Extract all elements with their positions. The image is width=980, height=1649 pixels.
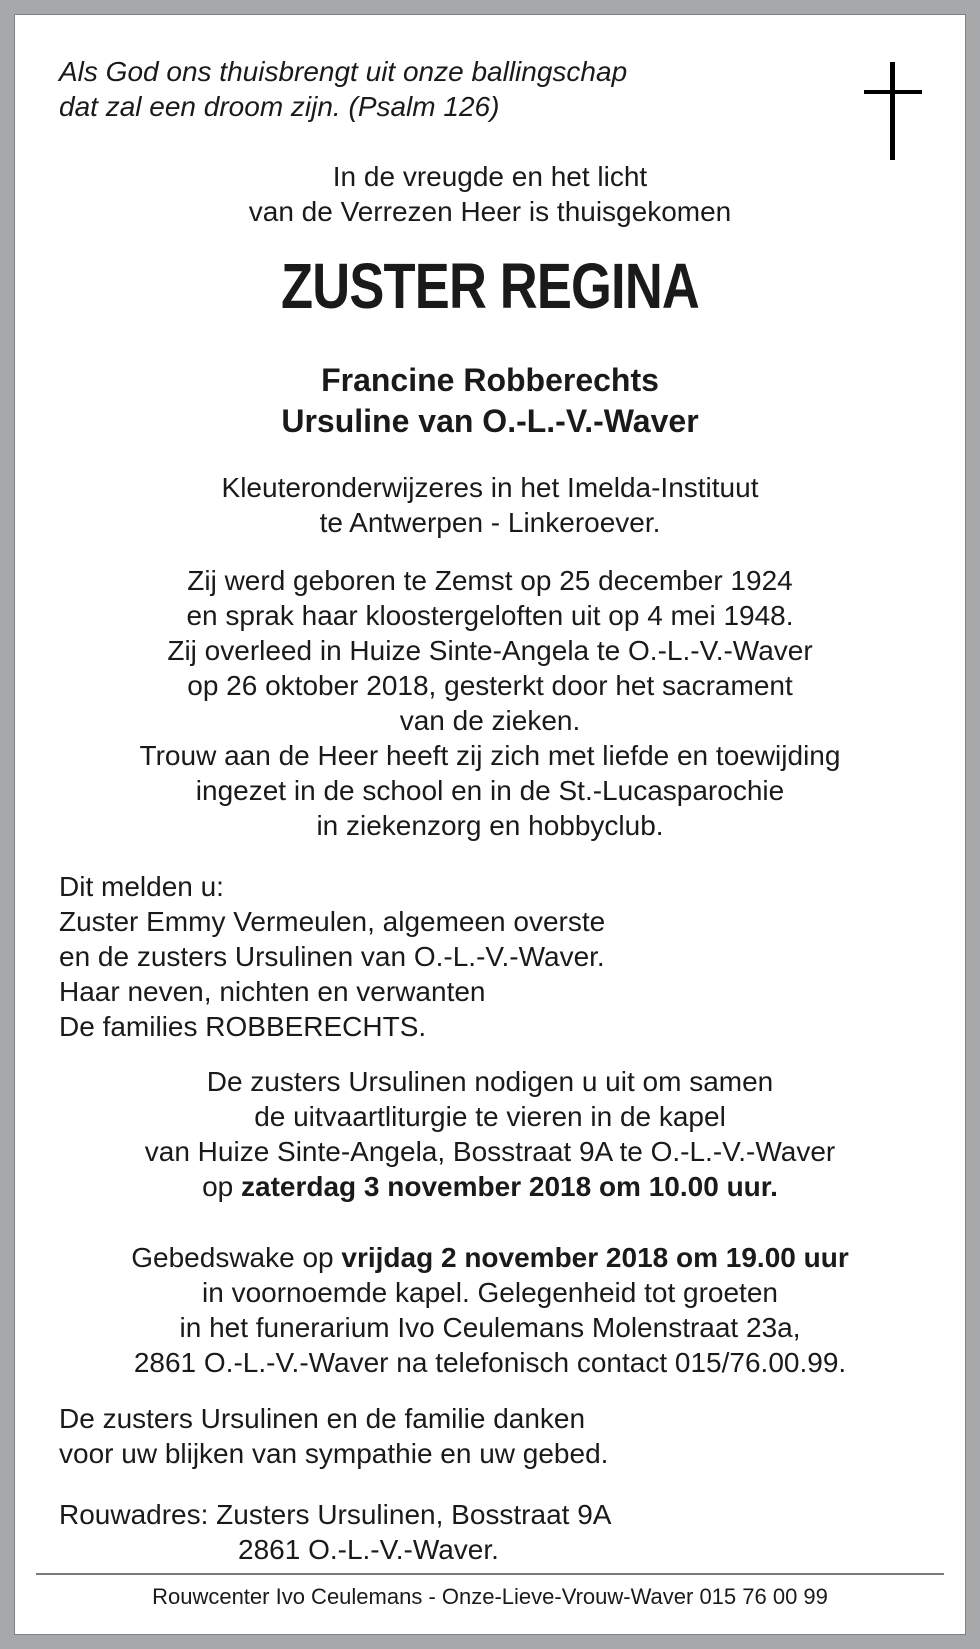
thanks-line-1: De zusters Ursulinen en de familie danken: [59, 1403, 586, 1434]
profession-line-2: te Antwerpen - Linkeroever.: [319, 507, 661, 538]
bio-line: Zij werd geboren te Zemst op 25 december 1924: [187, 565, 793, 596]
thanks-line-2: voor uw blijken van sympathie en uw gebed.: [59, 1438, 609, 1469]
bio-line: Trouw aan de Heer heeft zij zich met liefde en toewijding: [139, 740, 841, 771]
announcer-line: De families ROBBERECHTS.: [59, 1011, 427, 1042]
profession-line-1: Kleuteronderwijzeres in het Imelda-Instituut: [221, 472, 759, 503]
announcer-line: Dit melden u:: [59, 871, 224, 902]
funeral-date-line: [0, 1169, 980, 1205]
vigil-date-line: [0, 1240, 980, 1276]
vigil-line-3: in het funerarium Ivo Ceulemans Molenstraat 23a,: [179, 1312, 801, 1343]
psalm-line-1: Als God ons thuisbrengt uit onze ballingschap: [59, 56, 628, 87]
bio-line: in ziekenzorg en hobbyclub.: [316, 810, 664, 841]
vigil-date: vrijdag 2 november 2018 om 19.00 uur: [341, 1242, 849, 1273]
address-line-2: 2861 O.-L.-V.-Waver.: [238, 1534, 499, 1565]
deceased-title: ZUSTER REGINA: [281, 250, 699, 322]
cross-icon: [864, 62, 922, 160]
intro-line-2: van de Verrezen Heer is thuisgekomen: [248, 196, 732, 227]
announcer-line: Zuster Emmy Vermeulen, algemeen overste: [59, 906, 606, 937]
address-line-1: Rouwadres: Zusters Ursulinen, Bosstraat 9A: [59, 1499, 612, 1530]
bio-line: ingezet in de school en in de St.-Lucasparochie: [195, 775, 785, 806]
footer-divider: [36, 1573, 944, 1575]
psalm-line-2: dat zal een droom zijn. (Psalm 126): [59, 91, 500, 122]
funeral-line-3: van Huize Sinte-Angela, Bosstraat 9A te O.-L.-V.-Waver: [144, 1136, 836, 1167]
funeral-date-prefix: op: [202, 1171, 241, 1202]
funeral-home-footer: Rouwcenter Ivo Ceulemans - Onze-Lieve-Vrouw-Waver 015 76 00 99: [152, 1584, 828, 1609]
funeral-line-2: de uitvaartliturgie te vieren in de kapel: [254, 1101, 726, 1132]
vigil-prefix: Gebedswake op: [131, 1242, 342, 1273]
intro-line-1: In de vreugde en het licht: [332, 161, 648, 192]
civil-name: Francine Robberechts: [321, 362, 659, 398]
congregation: Ursuline van O.-L.-V.-Waver: [281, 403, 699, 439]
funeral-date: zaterdag 3 november 2018 om 10.00 uur.: [241, 1171, 778, 1202]
bio-line: en sprak haar kloostergeloften uit op 4 mei 1948.: [186, 600, 794, 631]
vigil-line-2: in voornoemde kapel. Gelegenheid tot groeten: [202, 1277, 778, 1308]
funeral-line-1: De zusters Ursulinen nodigen u uit om samen: [206, 1066, 774, 1097]
announcer-line: Haar neven, nichten en verwanten: [59, 976, 486, 1007]
bio-line: van de zieken.: [399, 705, 581, 736]
vigil-line-4: 2861 O.-L.-V.-Waver na telefonisch contact 015/76.00.99.: [133, 1347, 847, 1378]
announcer-line: en de zusters Ursulinen van O.-L.-V.-Waver.: [59, 941, 605, 972]
bio-line: Zij overleed in Huize Sinte-Angela te O.-L.-V.-Waver: [167, 635, 813, 666]
bio-line: op 26 oktober 2018, gesterkt door het sacrament: [187, 670, 793, 701]
